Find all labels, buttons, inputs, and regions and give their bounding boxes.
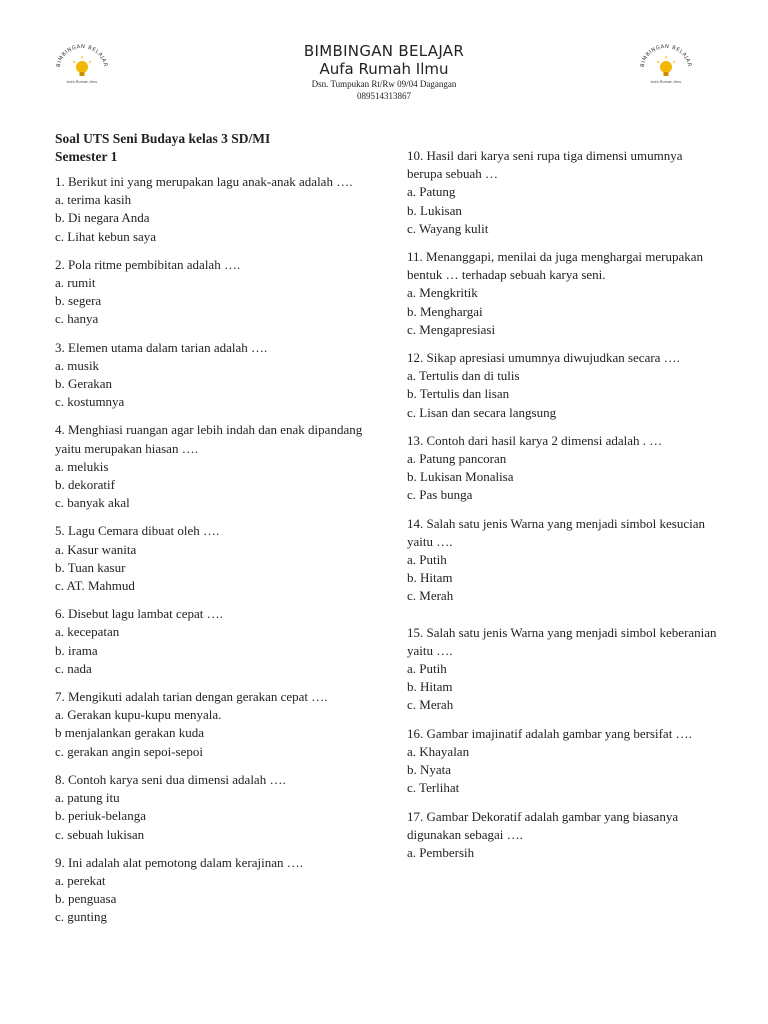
question-item — [55, 256, 365, 329]
answer-option: a. terima kasih — [55, 192, 132, 208]
question-item — [55, 339, 365, 412]
question-item — [407, 725, 717, 798]
answer-option: a. musik — [55, 357, 100, 373]
answer-option: c. Pas bunga — [407, 487, 473, 503]
question-stem: 10. Hasil dari karya seni rupa tiga dimensi umumnya berupa sebuah … — [407, 148, 683, 182]
answer-option: c. banyak akal — [55, 495, 130, 511]
answer-option: b. Menghargai — [407, 303, 483, 319]
question-item — [407, 515, 717, 606]
answer-option: a. Putih — [407, 661, 447, 677]
answer-option: b. Tuan kasur — [55, 559, 126, 575]
answer-option: a. Patung — [407, 184, 456, 200]
answer-option: b menjalankan gerakan kuda — [55, 725, 205, 741]
logo-arc-text: BIMBINGAN BELAJAR — [55, 43, 109, 68]
answer-option: b. periuk-belanga — [55, 808, 146, 824]
answer-option: c. Merah — [407, 588, 454, 604]
question-item — [407, 248, 717, 339]
answer-option: b. Nyata — [407, 762, 452, 778]
document-title-line2: Semester 1 — [55, 149, 118, 164]
question-stem: 8. Contoh karya seni dua dimensi adalah …. — [55, 771, 286, 787]
answer-option: a. Gerakan kupu-kupu menyala. — [55, 707, 222, 723]
answer-option: a. perekat — [55, 872, 106, 888]
answer-option: c. sebuah lukisan — [55, 826, 145, 842]
answer-option: c. Wayang kulit — [407, 220, 489, 236]
question-stem: 13. Contoh dari hasil karya 2 dimensi adalah . … — [407, 432, 663, 448]
answer-option: a. Patung pancoran — [407, 451, 507, 467]
question-list-left — [55, 173, 365, 927]
question-item — [55, 421, 365, 512]
letterhead — [0, 42, 768, 102]
org-title: BIMBINGAN BELAJAR — [303, 42, 465, 60]
question-stem: 9. Ini adalah alat pemotong dalam kerajinan …. — [55, 854, 303, 870]
question-stem: 4. Menghiasi ruangan agar lebih indah dan enak dipandang yaitu merupakan hiasan …. — [55, 422, 363, 456]
question-item — [407, 624, 717, 715]
question-stem: 15. Salah satu jenis Warna yang menjadi simbol keberanian yaitu …. — [407, 624, 717, 658]
left-column — [55, 130, 365, 937]
answer-option: b. Hitam — [407, 679, 453, 695]
logo-small-text: Aufa Rumah Ilmu — [650, 80, 682, 84]
question-item — [407, 808, 717, 863]
answer-option: b. Lukisan Monalisa — [407, 469, 514, 485]
logo-small-text: Aufa Rumah Ilmu — [66, 80, 98, 84]
answer-option: a. kecepatan — [55, 624, 120, 640]
question-item — [55, 854, 365, 927]
answer-option: c. AT. Mahmud — [55, 578, 135, 594]
answer-option: c. gunting — [55, 909, 107, 925]
answer-option: b. Gerakan — [55, 376, 113, 392]
answer-option: a. Khayalan — [407, 743, 470, 759]
answer-option: c. Terlihat — [407, 780, 460, 796]
answer-option: a. Tertulis dan di tulis — [407, 368, 520, 384]
question-stem: 12. Sikap apresiasi umumnya diwujudkan secara …. — [407, 350, 680, 366]
question-item — [55, 173, 365, 246]
org-phone: 089514313867 — [357, 91, 411, 101]
answer-option: a. Pembersih — [407, 844, 475, 860]
question-stem: 6. Disebut lagu lambat cepat …. — [55, 606, 223, 622]
question-stem: 14. Salah satu jenis Warna yang menjadi simbol kesucian yaitu …. — [407, 515, 706, 549]
org-address: Dsn. Tumpukan Rt/Rw 09/04 Dagangan — [311, 79, 457, 89]
answer-option: b. Di negara Anda — [55, 210, 150, 226]
logo-arc-text: BIMBINGAN BELAJAR — [639, 43, 693, 68]
question-stem: 3. Elemen utama dalam tarian adalah …. — [55, 339, 268, 355]
answer-option: c. Merah — [407, 697, 454, 713]
question-item — [55, 771, 365, 844]
question-stem: 17. Gambar Dekoratif adalah gambar yang biasanya digunakan sebagai …. — [407, 808, 679, 842]
org-subtitle: Aufa Rumah Ilmu — [319, 60, 449, 78]
answer-option: b. dekoratif — [55, 477, 115, 493]
question-item — [55, 688, 365, 761]
answer-option: c. hanya — [55, 311, 99, 327]
answer-option: b. Lukisan — [407, 202, 462, 218]
answer-option: c. Lisan dan secara langsung — [407, 404, 557, 420]
question-item — [407, 432, 717, 505]
answer-option: a. patung itu — [55, 790, 120, 806]
answer-option: c. gerakan angin sepoi-sepoi — [55, 743, 204, 759]
question-stem: 7. Mengikuti adalah tarian dengan gerakan cepat …. — [55, 689, 328, 705]
question-stem: 2. Pola ritme pembibitan adalah …. — [55, 256, 241, 272]
answer-option: a. Putih — [407, 552, 447, 568]
answer-option: a. rumit — [55, 275, 96, 291]
answer-option: a. melukis — [55, 458, 109, 474]
answer-option: a. Kasur wanita — [55, 541, 137, 557]
answer-option: b. Hitam — [407, 570, 453, 586]
question-stem: 1. Berikut ini yang merupakan lagu anak-anak adalah …. — [55, 174, 353, 189]
answer-option: c. nada — [55, 660, 92, 676]
answer-option: b. irama — [55, 642, 98, 658]
question-stem: 16. Gambar imajinatif adalah gambar yang bersifat …. — [407, 725, 692, 741]
document-title-line1: Soal UTS Seni Budaya kelas 3 SD/MI — [55, 131, 271, 146]
answer-option: c. Lihat kebun saya — [55, 228, 157, 244]
answer-option: c. kostumnya — [55, 394, 125, 410]
question-item — [407, 147, 717, 238]
answer-option: b. segera — [55, 293, 102, 309]
right-column — [407, 147, 717, 872]
answer-option: b. Tertulis dan lisan — [407, 386, 510, 402]
document-title — [55, 130, 365, 166]
answer-option: a. Mengkritik — [407, 285, 478, 301]
answer-option: c. Mengapresiasi — [407, 321, 496, 337]
question-stem: 5. Lagu Cemara dibuat oleh …. — [55, 523, 220, 539]
question-stem: 11. Menanggapi, menilai da juga menghargai merupakan bentuk … terhadap sebuah karya seni. — [407, 249, 704, 283]
answer-option: b. penguasa — [55, 891, 117, 907]
question-item — [55, 522, 365, 595]
question-list-right — [407, 147, 717, 862]
question-item — [55, 605, 365, 678]
question-item — [407, 349, 717, 422]
